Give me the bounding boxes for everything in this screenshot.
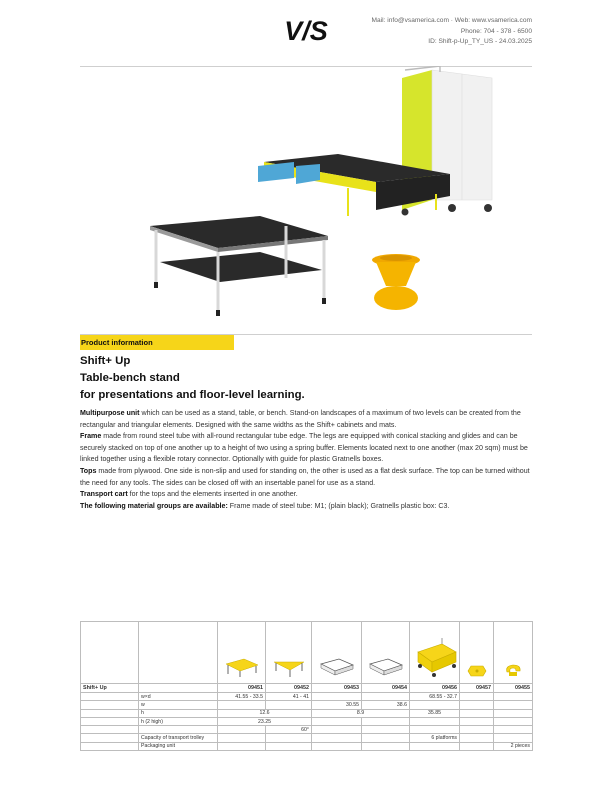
code-cell: 09455: [494, 684, 533, 693]
transport-cart-icon: [412, 638, 460, 678]
product-subtitle: Table-bench stand: [80, 372, 180, 384]
product-name: Shift+ Up: [80, 355, 131, 367]
yellow-table-icon: [222, 656, 262, 678]
icon-row: [81, 622, 533, 684]
product-information-tag: Product information: [80, 335, 234, 350]
vs-logo: [282, 15, 330, 45]
svg-text:V/S: V/S: [284, 16, 328, 45]
code-cell: 09451: [218, 684, 266, 693]
stool-image: [372, 254, 420, 310]
code-cell: 09456: [410, 684, 460, 693]
code-cell: 09457: [460, 684, 494, 693]
table-row: w×d 41.55 - 33.5 41 - 41 68.55 - 32.7: [81, 693, 533, 701]
row-label: h: [139, 709, 218, 717]
table-row: h (2 high) 23.25: [81, 717, 533, 725]
table-row: 60°: [81, 726, 533, 734]
product-subtitle-2: for presentations and floor-level learning.: [80, 389, 305, 401]
yellow-triangle-table-icon: [270, 656, 308, 678]
row-label: [139, 726, 218, 734]
row-label: Capacity of transport trolley: [139, 734, 218, 742]
desc-transport-cart: Transport cart for the tops and the elements inserted in one another.: [80, 490, 298, 499]
desc-frame: Frame made from round steel tube with all-round rectangular tube edge. The legs are equipped with conical stacking and glides and can be securely stacked on top of one another up to a height of two using a spring buffer. Elements located next to one another (max 20 sqm) must be linked together using a flexible rotary connector. Optionally with guide for plastic Gratnells boxes.: [80, 432, 528, 464]
contact-line-id: ID: Shift-p-Up_TY_US - 24.03.2025: [428, 38, 532, 45]
white-table-icon: [317, 656, 357, 678]
desc-tops: Tops made from plywood. One side is non-slip and used for standing on, the other is used as a flat desk surface. The top can be turned without the need for any tools. The sides can be closed off with an insertable panel for use as a stand.: [80, 466, 530, 487]
table-row: h 12.6 8.9 35.85: [81, 709, 533, 717]
product-description: [80, 408, 534, 512]
spec-table: [80, 621, 533, 751]
row-label: h (2 high): [139, 717, 218, 725]
table-row: Capacity of transport trolley 6 platforms: [81, 734, 533, 742]
row-label: Packaging unit: [139, 742, 218, 750]
yellow-connector-icon: [467, 664, 487, 678]
desc-multipurpose: Multipurpose unit which can be used as a stand, table, or bench. Stand-on landscapes of a maximum of two levels can be created from the rectangular and triangular elements. Designed with the same widths as the Shift+ cabinets and mats.: [80, 409, 521, 429]
table-product-label: Shift+ Up: [81, 684, 139, 693]
row-label: w×d: [139, 693, 218, 701]
code-cell: 09454: [362, 684, 410, 693]
table-row: Packaging unit 2 pieces: [81, 742, 533, 750]
row-label: w: [139, 701, 218, 709]
product-illustration: [80, 66, 532, 334]
contact-line-mail: Mail: info@vsamerica.com · Web: www.vsamerica.com: [371, 17, 532, 24]
yellow-clip-icon: [503, 662, 523, 678]
table-row: w 30.55 38.6: [81, 701, 533, 709]
contact-line-phone: Phone: 704 - 378 - 6500: [460, 27, 532, 35]
code-cell: 09452: [266, 684, 312, 693]
white-table-icon: [366, 656, 406, 678]
product-titles: [80, 353, 305, 404]
desc-material-groups: The following material groups are available: Frame made of steel tube: M1; (plain black); Gratnells plastic box: C3.: [80, 501, 450, 510]
code-cell: 09453: [312, 684, 362, 693]
contact-info: [372, 16, 532, 48]
code-row: [81, 684, 533, 693]
two-level-table-image: [150, 216, 328, 316]
